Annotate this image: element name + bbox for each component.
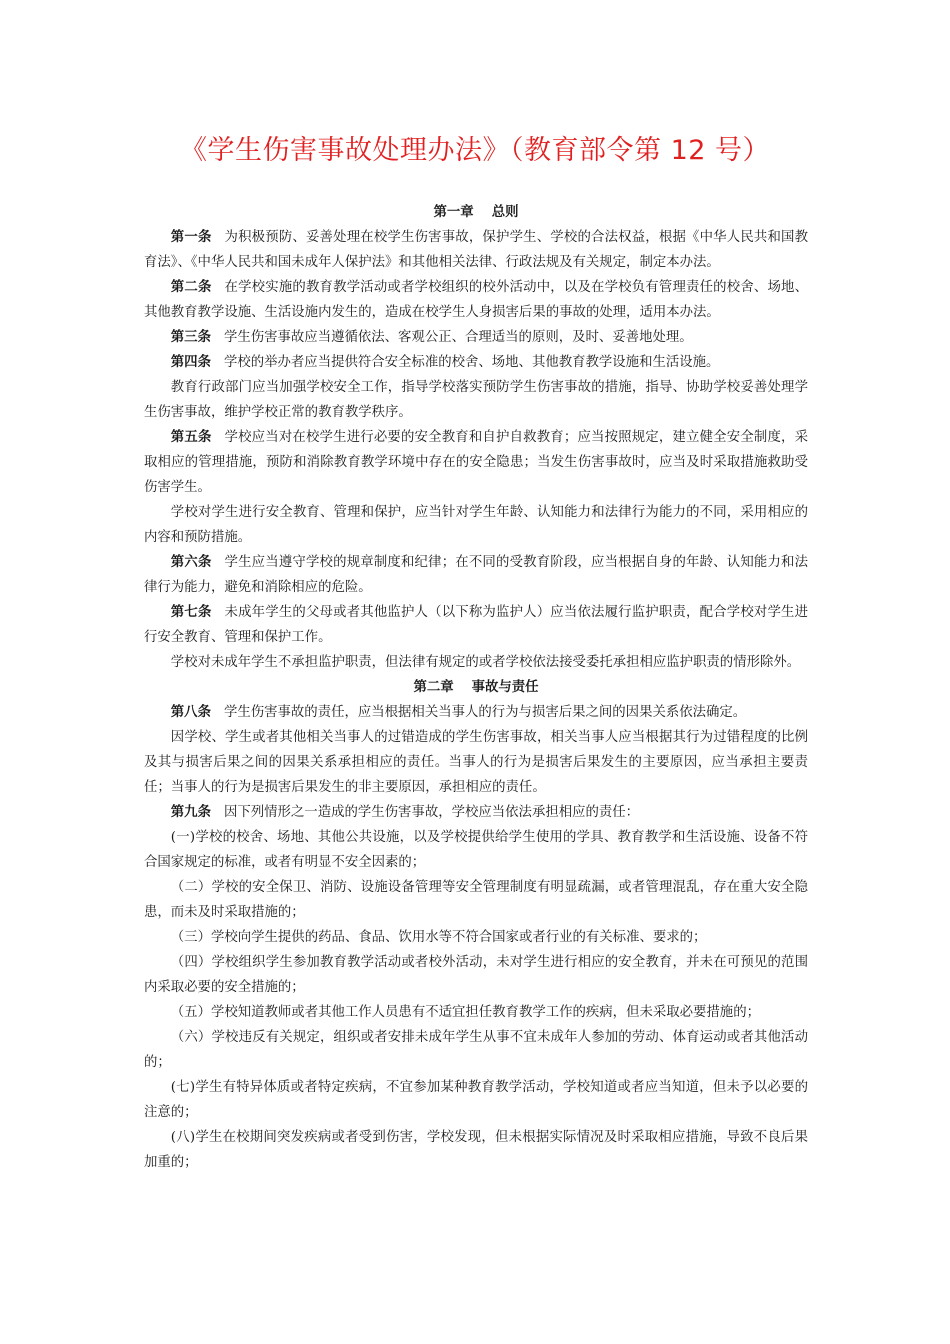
article-7-paragraph-2: 学校对未成年学生不承担监护职责，但法律有规定的或者学校依法接受委托承担相应监护职责的情形除外。 [170,655,801,670]
article-8-paragraph-2: 因学校、学生或者其他相关当事人的过错造成的学生伤害事故，相关当事人应当根据其行为过错程度的比例及其与损害后果之间的因果关系承担相应的责任。当事人的行为是损害后果发生的主要原因，应当承担主要责任；当事人的行为是损害后果发生的非主要原因，承担相应的责任。 [144,730,808,795]
article-1 [144,225,808,275]
article-label: 第六条 [170,555,212,570]
article-label: 第八条 [170,705,211,720]
list-item: （四）学校组织学生参加教育教学活动或者校外活动，未对学生进行相应的安全教育，并未在可预见的范围内采取必要的安全措施的； [144,955,808,995]
article-text: 因下列情形之一造成的学生伤害事故，学校应当依法承担相应的责任： [223,805,640,820]
list-item: (八)学生在校期间突发疾病或者受到伤害，学校发现，但未根据实际情况及时采取相应措施，导致不良后果加重的； [144,1130,808,1170]
article-5 [144,425,808,500]
article-label: 第九条 [170,805,211,820]
article-4 [144,350,808,375]
article-label: 第五条 [170,430,212,445]
chapter-name: 事故与责任 [471,680,539,695]
chapter-heading-1 [144,200,808,225]
chapter-number: 第一章 [433,205,474,220]
article-label: 第四条 [170,355,211,370]
article-text: 学校应当对在校学生进行必要的安全教育和自护自救教育；应当按照规定，建立健全安全制度，采取相应的管理措施，预防和消除教育教学环境中存在的安全隐患；当发生伤害事故时，应当及时采取措施救助受伤害学生。 [144,430,809,495]
article-7 [144,600,808,650]
chapter-number: 第二章 [413,680,454,695]
article-text: 在学校实施的教育教学活动或者学校组织的校外活动中，以及在学校负有管理责任的校舍、场地、其他教育教学设施、生活设施内发生的，造成在校学生人身损害后果的事故的处理，适用本办法。 [144,280,809,320]
article-label: 第七条 [170,605,212,620]
article-5-paragraph-2: 学校对学生进行安全教育、管理和保护，应当针对学生年龄、认知能力和法律行为能力的不同，采用相应的内容和预防措施。 [144,505,808,545]
document-body [144,200,808,1175]
article-text: 学生应当遵守学校的规章制度和纪律；在不同的受教育阶段，应当根据自身的年龄、认知能力和法律行为能力，避免和消除相应的危险。 [144,555,809,595]
article-text: 为积极预防、妥善处理在校学生伤害事故，保护学生、学校的合法权益，根据《中华人民共和国教育法》、《中华人民共和国未成年人保护法》和其他相关法律、行政法规及有关规定，制定本办法。 [144,230,809,270]
article-9 [144,800,808,825]
article-text: 学生伤害事故应当遵循依法、客观公正、合理适当的原则，及时、妥善地处理。 [223,330,693,345]
article-2 [144,275,808,325]
chapter-heading-2 [144,675,808,700]
article-8 [144,700,808,725]
list-item: (七)学生有特异体质或者特定疾病，不宜参加某种教育教学活动，学校知道或者应当知道，但未予以必要的注意的； [144,1080,808,1120]
article-label: 第一条 [170,230,212,245]
article-text: 学生伤害事故的责任，应当根据相关当事人的行为与损害后果之间的因果关系依法确定。 [223,705,747,720]
list-item: （五）学校知道教师或者其他工作人员患有不适宜担任教育教学工作的疾病，但未采取必要措施的； [170,1005,760,1020]
chapter-name: 总则 [491,205,519,220]
article-3 [144,325,808,350]
article-text: 未成年学生的父母或者其他监护人（以下称为监护人）应当依法履行监护职责，配合学校对学生进行安全教育、管理和保护工作。 [144,605,809,645]
article-text: 学校的举办者应当提供符合安全标准的校舍、场地、其他教育教学设施和生活设施。 [223,355,720,370]
list-item: (一)学校的校舍、场地、其他公共设施，以及学校提供给学生使用的学具、教育教学和生活设施、设备不符合国家规定的标准，或者有明显不安全因素的； [144,830,808,870]
article-label: 第二条 [170,280,212,295]
article-label: 第三条 [170,330,211,345]
list-item: （六）学校违反有关规定，组织或者安排未成年学生从事不宜未成年人参加的劳动、体育运动或者其他活动的； [144,1030,808,1070]
list-item: （二）学校的安全保卫、消防、设施设备管理等安全管理制度有明显疏漏，或者管理混乱，存在重大安全隐患，而未及时采取措施的； [144,880,808,920]
list-item: （三）学校向学生提供的药品、食品、饮用水等不符合国家或者行业的有关标准、要求的； [170,930,707,945]
article-6 [144,550,808,600]
document-title: 《学生伤害事故处理办法》（教育部令第 12 号） [179,135,771,166]
article-4-paragraph-2: 教育行政部门应当加强学校安全工作，指导学校落实预防学生伤害事故的措施，指导、协助学校妥善处理学生伤害事故，维护学校正常的教育教学秩序。 [144,380,808,420]
